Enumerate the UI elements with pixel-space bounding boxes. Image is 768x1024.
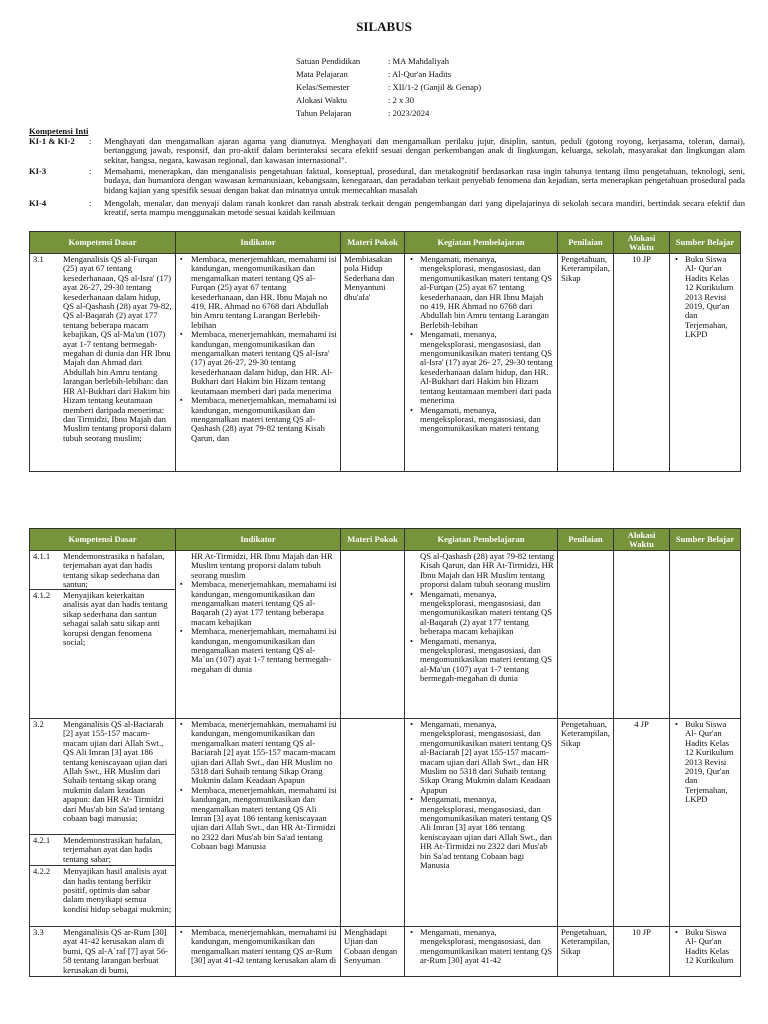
- kegiatan-list: [408, 928, 554, 966]
- list-item: ▪ Membaca, menerjemahkan, memahami isi kandungan, mengomunikasikan dan mengamalkan materi tentang QS al-Ma`un (107) ayat 1-7 tentang bermegah-megahan di dunia: [191, 627, 337, 674]
- kd-text: Menganalisis QS al-Furqan (25) ayat 67 tentang kesederhanaan, QS al-Isra' (17) ayat 26-27, 29-30 tentang kesederhanaan dalam hidup, QS al-Qashash (28) ayat 79-82, QS al-Baqarah (2) ayat 177 tentang beberapa macam kebajikan, QS al-Ma'un (107) ayat 1-7 tentang bermegah-megahan di dunia dan HR Ibnu Majah dan Ahmad dari Abdullah bin Amru tentang larangan berlebih-lebihan: dan HR Al-Bukhari dari Hakim bin Hizam tentang keutamaan memberi daripada menerima: dan Tirmidzi, Ibnu Majah dan Muslim tentang proporsi dalam tubuh seorang muslim;: [63, 254, 172, 443]
- header-kompetensi-dasar: Kompetensi Dasar: [30, 232, 176, 254]
- alokasi-waktu: 10 JP: [632, 254, 651, 264]
- header-penilaian: Penilaian: [558, 232, 614, 254]
- kd-text: Menganalisis QS ar-Rum [30] ayat 41-42 kerusakan alam di bumi, QS al-A`raf [7] ayat 56-58 tentang larangan berbuat kerusakan di bumi,: [63, 927, 169, 975]
- meta-key: Alokasi Waktu: [296, 95, 347, 105]
- ki-item: [29, 137, 745, 165]
- kd-text: Mendemonstrasika n hafalan, terjemahan ayat dan hadis tentang sikap sederhana dan santun;: [63, 551, 165, 590]
- indikator-list: [179, 255, 337, 443]
- table-row: [30, 719, 741, 927]
- meta-row: [296, 69, 481, 80]
- kd-number: 4.2.1: [33, 835, 51, 845]
- ki-item: [29, 199, 745, 218]
- list-item: ▪ Membaca, menerjemahkan, memahami isi kandungan, mengomunikasikan dan mengamalkan materi tentang QS al-Baciarah [2] ayat 155-157 macam-macam ujian dari Allah Swt., dan HR Muslim no 5318 dari Suhaib tentang Sikap Orang Mukmin dalam Keadaan Apapun: [191, 720, 337, 786]
- meta-row: [296, 108, 481, 119]
- meta-row: [296, 82, 481, 93]
- ki-heading: Kompetensi Inti: [29, 126, 89, 136]
- kegiatan-continued: QS al-Qashash (28) ayat 79-82 tentang Kisah Qarun, dan HR At-Tirmidzi, HR Ibnu Majah dan HR Muslim tentang proporsi dalam tubuh seorang muslim: [420, 551, 554, 590]
- list-item: • Mengamati, menanya, mengeksplorasi, mengasosiasi, dan mengomunikasikan materi tentang QS al-Ma'un (107) ayat 1-7 tentang bermegah-megahan di dunia: [420, 637, 554, 684]
- ki-colon: :: [89, 166, 92, 176]
- meta-key: Mata Pelajaran: [296, 69, 348, 79]
- materi-pokok: Membiasakan pola Hidup Sederhana dan Menyantuni dhu'afa': [344, 254, 395, 302]
- indikator-list: [179, 580, 337, 674]
- ki-text: Memahami, menerapkan, dan menganalisis pengetahuan faktual, konseptual, prosedural, dan metakognitif berdasarkan rasa ingin tahunya tentang ilmu pengetahuan, teknologi, seni, budaya, dan humaniora dengan wawasan kemanusiaan, kebangsaan, kenegaraan, dan peradaban terkait penyebab fenomena dan kejadian, serta menerapkan pengetahuan prosedural pada bidang kajian yang spesifik sesuai dengan bakat dan minatnya untuk memecahkan masalah: [104, 166, 745, 195]
- list-item: • Mengamati, menanya, mengeksplorasi, mengasosiasi, dan mengomunikasikan materi tentang QS al-Furqan (25) ayat 67 tentang kesederhanaan, dan HR Ibnu Majah no 419, HR Ahmad no 6768 dari Abdullah bin Amru tentang Larangan Berlebih-lebihan: [420, 255, 554, 330]
- table-header-row: [30, 232, 741, 254]
- ki-code: KI-1 & KI-2: [29, 136, 75, 146]
- header-indikator: Indikator: [176, 232, 341, 254]
- header-kegiatan: Kegiatan Pembelajaran: [405, 232, 558, 254]
- identity-block: [294, 54, 483, 121]
- kd-number: 4.2.2: [33, 866, 51, 877]
- alokasi-waktu: 10 JP: [632, 927, 651, 937]
- header-alokasi: Alokasi Waktu: [614, 232, 670, 254]
- meta-value: : MA Mahdaliyah: [388, 56, 450, 66]
- indikator-continued: HR At-Tirmidzi, HR Ibnu Majah dan HR Muslim tentang proporsi dalam tubuh seorang muslim: [191, 551, 333, 580]
- kd-entry: [30, 254, 175, 444]
- meta-key: Tahun Pelajaran: [296, 108, 352, 118]
- meta-key: Satuan Pendidikan: [296, 56, 361, 66]
- kd-number: 4.1.1: [33, 551, 51, 561]
- kd-text: Menyajikan hasil analisis ayat dan hadis tentang berfikir positif, optimis dan sabar dalam menyikapi semua kondisi hidup sebagai mukmin;: [63, 866, 172, 914]
- list-item: • Mengamati, menanya, mengeksplorasi, mengasosiasi, dan mengomunikasikan materi tentang QS ar-Rum [30] ayat 41-42: [420, 928, 554, 966]
- ki-colon: :: [89, 198, 92, 208]
- kd-entry: [30, 927, 175, 976]
- meta-value: : 2023/2024: [388, 108, 430, 118]
- meta-value: : XII/1-2 (Ganjil & Genap): [388, 82, 482, 92]
- ki-item: [29, 167, 745, 195]
- header-materi-pokok: Materi Pokok: [341, 529, 405, 551]
- kd-text: Menganalisis QS al-Baciarah [2] ayat 155-157 macam-macam ujian dari Allah Swt., QS Ali Imran [3] ayat 186 tentang keniscayaan ujian dari Allah Swt., HR Muslim dari Suhaib tentang sikap orang mukmin dalam keadaan apapun: dan HR At- Tirmidzi dari Mus'ab bin Sa'ad tentang cobaan bagi manusia;: [63, 719, 168, 824]
- list-item: • Mengamati, menanya, mengeksplorasi, mengasosiasi, dan mengomunikasikan materi tentang: [420, 406, 554, 434]
- header-materi-pokok: Materi Pokok: [341, 232, 405, 254]
- list-item: ▪ Membaca, menerjemahkan, memahami isi kandungan, mengomunikasikan dan mengamalkan materi tentang QS al-Qashash (28) ayat 79-82 tentang Kisah Qarun, dan: [191, 396, 337, 443]
- kd-entry: [30, 866, 175, 915]
- header-indikator: Indikator: [176, 529, 341, 551]
- ki-code: KI-3: [29, 166, 47, 176]
- kd-number: 3.1: [33, 254, 44, 264]
- indikator-list: [179, 928, 337, 966]
- kegiatan-list: [408, 255, 554, 434]
- table-row: [30, 927, 741, 977]
- penilaian: Pengetahuan, Keterampilan, Sikap: [561, 254, 610, 283]
- table-row: [30, 551, 741, 719]
- header-sumber: Sumber Belajar: [670, 232, 741, 254]
- header-penilaian: Penilaian: [558, 529, 614, 551]
- materi-pokok: [341, 719, 404, 721]
- ki-code: KI-4: [29, 198, 47, 208]
- kegiatan-list: [408, 720, 554, 871]
- kegiatan-list: [408, 590, 554, 684]
- list-item: ▪ Membaca, menerjemahkan, memahami isi kandungan, mengomunikasikan dan mengamalkan materi tentang QS ar-Rum [30] ayat 41-42 tentang kerusakan alam di: [191, 928, 337, 966]
- header-sumber: Sumber Belajar: [670, 529, 741, 551]
- list-item: ▪ Membaca, menerjemahkan, memahami isi kandungan, mengomunikasikan dan mengamalkan materi tentang QS al-Baqarah (2) ayat 177 tentang beberapa macam kebajikan: [191, 580, 337, 627]
- indikator-list: [179, 720, 337, 852]
- table-header-row: [30, 529, 741, 551]
- meta-value: : Al-Qur'an Hadits: [388, 69, 452, 79]
- list-item: • Mengamati, menanya, mengeksplorasi, mengasosiasi, dan mengomunikasikan materi tentang QS al-Baciarah [2] ayat 155-157 macam-macam ujian dari Allah Swt., dan HR Muslim no 5318 dari Suhaib tentang Sikap Orang Mukmin dalam Keadaan Apapun: [420, 720, 554, 795]
- kd-number: 3.2: [33, 719, 44, 729]
- sumber-belajar: • Buku Siswa Al- Qur'an Hadits Kelas 12 Kurikulum: [685, 928, 737, 966]
- list-item: • Mengamati, menanya, mengeksplorasi, mengasosiasi, dan mengomunikasikan materi tentang QS al-Baqarah (2) ayat 177 tentang beberapa macam kebajikan: [420, 590, 554, 637]
- alokasi-waktu: 4 JP: [634, 719, 649, 729]
- header-kompetensi-dasar: Kompetensi Dasar: [30, 529, 176, 551]
- header-kegiatan: Kegiatan Pembelajaran: [405, 529, 558, 551]
- meta-row: [296, 95, 481, 106]
- ki-colon: :: [89, 136, 92, 146]
- ki-text: Menghayati dan mengamalkan ajaran agama yang dianutnya. Menghayati dan mengamalkan perilaku jujur, disiplin, santun, peduli (gotong royong, kerjasama, toleran, damai), bertanggung jawab, responsif, dan pro-aktif dalam berinteraksi secara efektif sesuai dengan perkembangan anak di lingkungan, keluarga, sekolah, masyarakat dan lingkungan alam sekitar, bangsa, negara, kawasan regional, dan kawasan internasional".: [104, 136, 745, 165]
- list-item: • Mengamati, menanya, mengeksplorasi, mengasosiasi, dan mengomunikasikan materi tentang QS al-Isra' (17) ayat 26- 27, 29-30 tentang kesederhanaan dalam hidup, dan HR. Al-Bukhari dari Hakim bin Hizam tentang keutamaan memberi dari pada menerima: [420, 330, 554, 405]
- sumber-belajar: • Buku Siswa Al- Qur'an Hadits Kelas 12 Kurikulum 2013 Revisi 2019, Qur'an dan Terjemahan, LKPD: [685, 720, 737, 805]
- meta-row: [296, 56, 481, 67]
- kd-entry: [30, 551, 175, 590]
- list-item: ▪ Membaca, menerjemahkan, memahami isi kandungan, mengomunikasikan dan mengamalkan materi tentang QS Ali Imran [3] ayat 186 tentang keniscayaan ujian dari Allah Swt., dan HR At-Tirmidzi no 2322 dari Mus'ab bin Sa'ad tentang Cobaan bagi Manusia: [191, 786, 337, 852]
- list-item: • Mengamati, menanya, mengeksplorasi, mengasosiasi, dan mengomunikasikan materi tentang QS Ali Imran [3] ayat 186 tentang keniscayaan ujian dari Allah Swt., dan HR At-Tirmidzi no 2322 dari Mus'ab bin Sa'ad tentang Cobaan bagi Manusia: [420, 795, 554, 870]
- syllabus-table-1: [29, 231, 741, 472]
- kd-entry: [30, 719, 175, 835]
- kd-text: Mendemonstrasikan hafalan, terjemahan ayat dan hadis tentang sabar;: [63, 835, 163, 864]
- table-row: [30, 254, 741, 472]
- penilaian: Pengetahuan, Keterampilan, Sikap: [561, 927, 610, 956]
- meta-value: : 2 x 30: [388, 95, 415, 105]
- kd-number: 3.3: [33, 927, 44, 937]
- materi-pokok: Menghadapi Ujian dan Cobaan dengan Senyuman: [344, 927, 398, 966]
- penilaian: Pengetahuan, Keterampilan, Sikap: [561, 719, 610, 748]
- kd-number: 4.1.2: [33, 590, 51, 600]
- header-alokasi: Alokasi Waktu: [614, 529, 670, 551]
- sumber-belajar: • Buku Siswa Al- Qur'an Hadits Kelas 12 Kurikulum 2013 Revisi 2019, Qur'an dan Terjemahan, LKPD: [685, 255, 737, 340]
- kd-text: Menyajikan keterkaitan analisis ayat dan hadis tentang sikap sederhana dan santun sebagai salah satu sikap anti korupsi dengan fenomena social;: [63, 590, 168, 648]
- page-title: SILABUS: [356, 19, 412, 34]
- kd-entry: [30, 835, 175, 866]
- meta-key: Kelas/Semester: [296, 82, 350, 92]
- ki-text: Mengolah, menalar, dan menyaji dalam ranah konkret dan ranah abstrak terkait dengan pengembangan dari yang dipelajarinya di sekolah secara mandiri, bertindak secara efektif dan kreatif, serta mampu menggunakan metode sesuai kaidah keilmuan: [104, 198, 745, 218]
- list-item: ▪ Membaca, menerjemahkan, memahami isi kandungan, mengomunikasikan dan mengamalkan materi tentang QS al-Furqan (25) ayat 67 tentang kesederhanaan, dan HR. Ibnu Majah no 419, HR. Ahmad no 6768 dari Abdullah bin Amru tentang Larangan Berlebih-lebihan: [191, 255, 337, 330]
- list-item: ▪ Membaca, menerjemahkan, memahami isi kandungan, mengomunikasikan dan mengamalkan materi tentang QS al-Isra' (17) ayat 26-27, 29-30 tentang kesederhanaan dalam hidup, dan HR. Al-Bukhari dari Hakim bin Hizam tentang keutamaan memberi dari pada menerima: [191, 330, 337, 396]
- syllabus-table-2: [29, 528, 741, 977]
- kd-entry: [30, 590, 175, 648]
